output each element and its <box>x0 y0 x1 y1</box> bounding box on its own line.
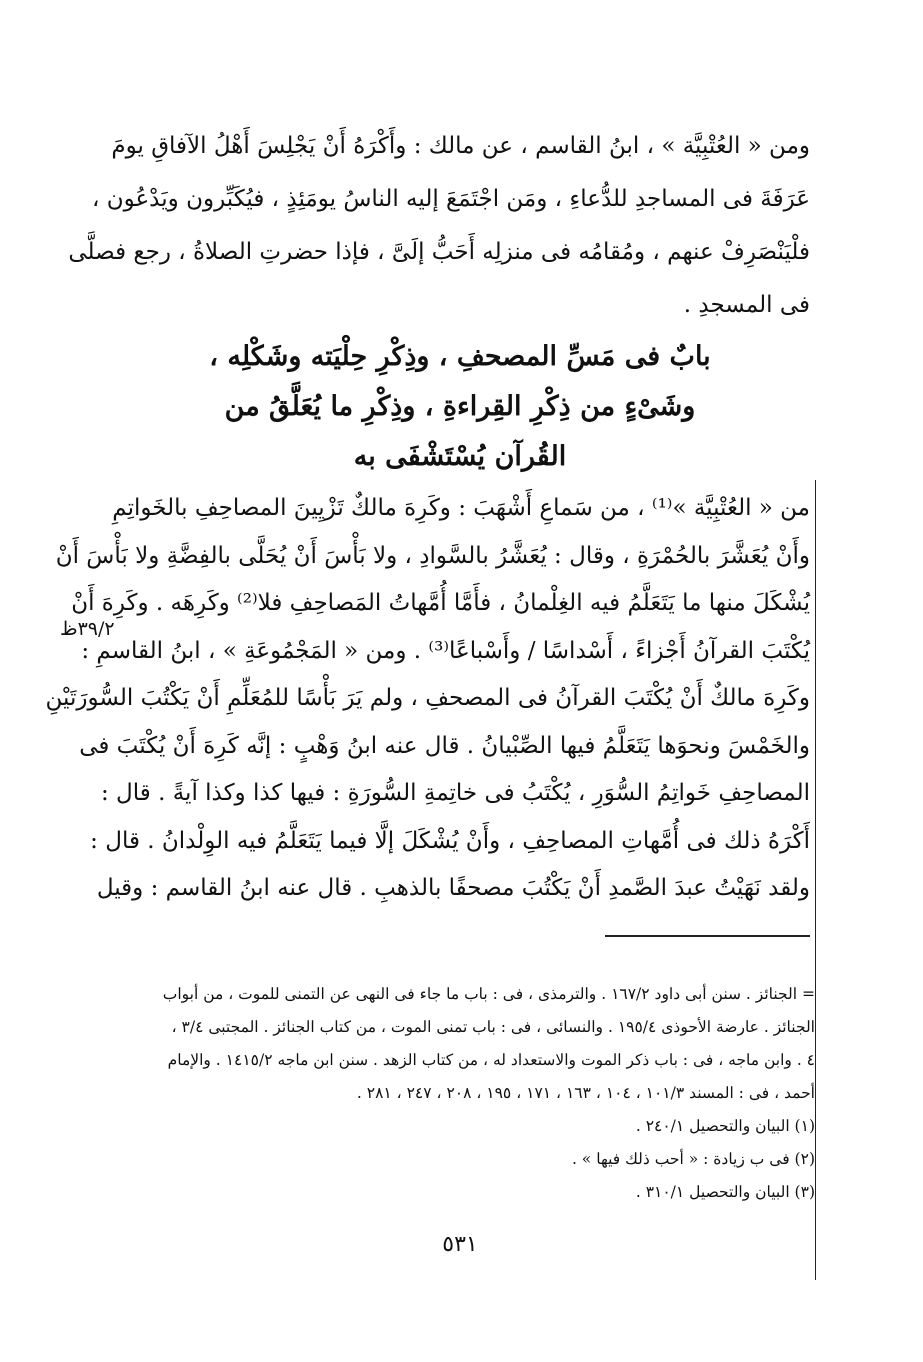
opening-paragraph <box>68 120 810 332</box>
text-line: يُكْتَبَ القرآنُ أَجْزاءً ، أَسْداسًا / وأَسْباعًا⁽³⁾ . ومن « المَجْمُوعَةِ » ، ابنُ القاسمِ : <box>81 637 810 664</box>
text-line: وأَنْ يُعَشَّرَ بالحُمْرَةِ ، وقال : يُعَشَّرُ بالسَّوادِ ، ولا بَأْسَ أَنْ يُحَلَّى بالفِضَّةِ ولا بَأْسَ أَنْ <box>55 542 810 569</box>
footnote-line: (١) البيان والتحصيل ٢٤٠/١ . <box>635 1117 815 1135</box>
text-line: فلْيَنْصَرِفْ عنهم ، ومُقامُه فى منزلِه أَحَبُّ إلَىَّ ، فإذا حضرتِ الصلاةُ ، رجع فصلَّى <box>68 239 810 265</box>
heading-line: وشَىْءٍ من ذِكْرِ القِراءةِ ، وذِكْرِ ما يُعَلَّقُ من <box>224 391 696 422</box>
footnote-separator <box>605 935 810 937</box>
footnote-line: ٤ . وابن ماجه ، فى : باب ذكر الموت والاستعداد له ، من كتاب الزهد . سنن ابن ماجه ١٤١٥/٢ . والإمام <box>167 1051 815 1069</box>
text-line: المصاحِفِ خَواتِمُ السُّوَرِ ، يُكْتَبُ فى خاتِمةِ السُّورَةِ : فيها كذا وكذا آيةً . قال : <box>101 780 810 806</box>
text-line: ومن « العُتْبِيَّة » ، ابنُ القاسم ، عن مالك : وأَكْرَهُ أَنْ يَجْلِسَ أَهْلُ الآفاقِ يومَ <box>111 133 810 159</box>
chapter-heading <box>180 332 740 482</box>
heading-line: القُرآن يُسْتَشْفَى به <box>353 441 567 472</box>
text-line: فى المسجدِ . <box>683 292 810 318</box>
text-line: وكَرِهَ مالكٌ أَنْ يُكْتَبَ القرآنُ فى المصحفِ ، ولم يَرَ بَأْسًا للمُعَلِّمِ أَنْ يَكْتُبَ السُّورَتَيْنِ <box>45 685 810 711</box>
text-line: ولقد نَهَيْتُ عبدَ الصَّمدِ أَنْ يَكْتُبَ مصحفًا بالذهبِ . قال عنه ابنُ القاسم : وقيل <box>96 875 810 901</box>
text-line: يُشْكَلَ منها ما يَتَعَلَّمُ فيه الغِلْمانُ ، فأَمَّا أُمَّهاتُ المَصاحِفِ فلا⁽²⁾ وكَرِهَه . وكَرِهَ أَنْ <box>71 590 810 616</box>
text-line: عَرَفَةَ فى المساجدِ للدُّعاءِ ، ومَن اجْتَمَعَ إليه الناسُ يومَئِذٍ ، فيُكَبِّرون ويَدْعُون ، <box>91 186 810 212</box>
margin-rule <box>815 480 816 1280</box>
heading-line: بابٌ فى مَسِّ المصحفِ ، وذِكْرِ حِلْيَته وشَكْلِه ، <box>209 341 711 372</box>
footnote-line: (٣) البيان والتحصيل ٣١٠/١ . <box>635 1183 815 1201</box>
footnote-line: الجنائز . عارضة الأحوذى ١٩٥/٤ . والنسائى ، فى : باب تمنى الموت ، من كتاب الجنائز . المجتبى ٣/٤ ، <box>171 1018 815 1036</box>
footnote-line: = الجنائز . سنن أبى داود ١٦٧/٢ . والترمذى ، فى : باب ما جاء فى النهى عن التمنى للموت ، من أبواب <box>162 985 815 1003</box>
footnotes <box>162 978 815 1209</box>
footnote-line: أحمد ، فى : المسند ١٠١/٣ ، ١٠٤ ، ١٦٣ ، ١٧١ ، ١٩٥ ، ٢٠٨ ، ٢٤٧ ، ٢٨١ . <box>356 1084 815 1102</box>
footnote-line: (٢) فى ب زيادة : « أحب ذلك فيها » . <box>571 1150 815 1168</box>
manuscript-folio-note: ٣٩/٢ظ <box>60 618 115 640</box>
text-line: والخَمْسَ ونحوَها يَتَعَلَّمُ فيها الصِّبْيانُ . قال عنه ابنُ وَهْبٍ : إنَّه كَرِهَ أَنْ يُكْتَبَ فى <box>79 732 810 759</box>
page-number: ٥٣١ <box>442 1232 478 1257</box>
text-line: من « العُتْبِيَّة »⁽¹⁾ ، من سَماعِ أَشْهَبَ : وكَرِهَ مالكٌ تَزْيِينَ المصاحِفِ بالخَواتِمِ <box>112 495 810 521</box>
text-line: أَكْرَهُ ذلك فى أُمَّهاتِ المصاحِفِ ، وأَنْ يُشْكَلَ إلَّا فيما يَتَعَلَّمُ فيه الوِلْدانُ . قال : <box>90 827 810 854</box>
